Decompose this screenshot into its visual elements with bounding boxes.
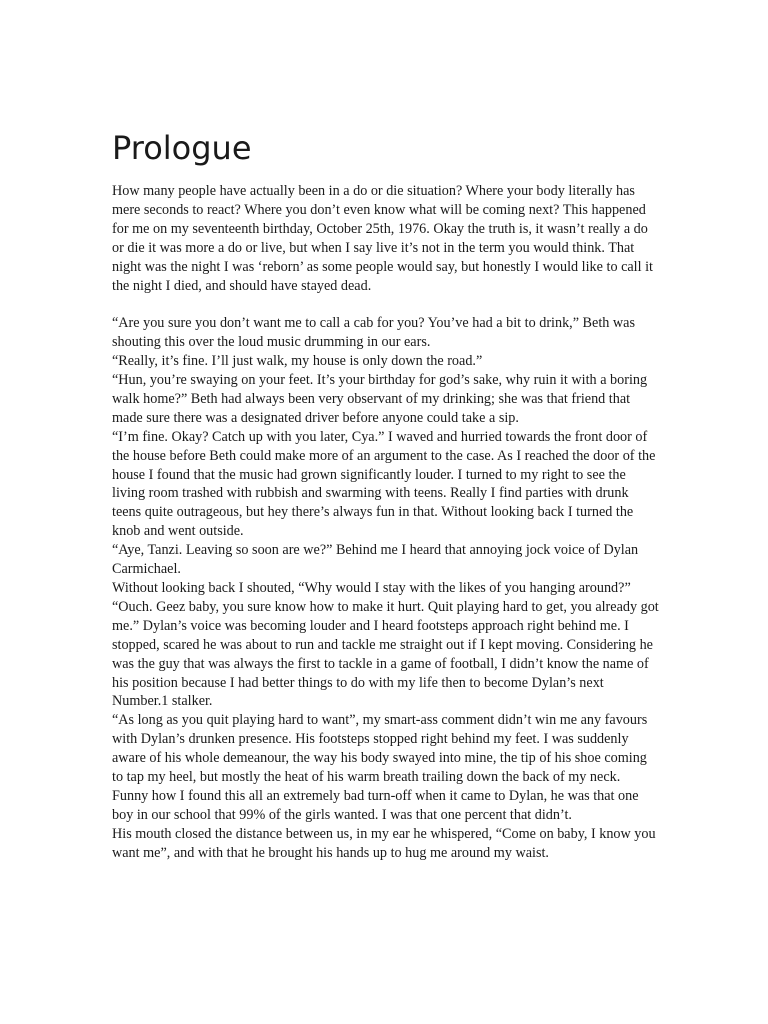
paragraph-walk-home: “Really, it’s fine. I’ll just walk, my house is only down the road.” [112,353,483,370]
paragraph-smart-comment: “As long as you quit playing hard to want”, my smart-ass comment didn’t win me any favours with Dylan’s drunken presence. His footsteps stopped right behind my feet. I was suddenly aware of his whole demeanour, the way his body swayed into mine, the tip of his shoe coming to tap my heel, but mostly the heat of his warm breath trailing down the back of my neck. Funny how I found this all an extremely bad turn-off when it came to Dylan, he was that one boy in our school that 99% of the girls wanted. I was that one percent that didn’t. [112,712,648,823]
paragraph-beth-cab: “Are you sure you don’t want me to call a cab for you? You’ve had a bit to drink,” Beth was shouting this over the loud music drumming in our ears. [112,315,635,351]
paragraph-leaving: “I’m fine. Okay? Catch up with you later, Cya.” I waved and hurried towards the front door of the house before Beth could make more of an argument to the case. As I reached the door of the house I found that the music had grown significantly louder. I turned to my right to see the living room trashed with rubbish and swarming with teens. Really I find parties with drunk teens quite outrageous, but hey there’s always fun in that. Without looking back I turned the knob and went outside. [112,428,656,540]
paragraph-swaying: “Hun, you’re swaying on your feet. It’s your birthday for god’s sake, why ruin it with a boring walk home?” Beth had always been very observant of my drinking; she was that friend that made sure there was a designated driver before anyone could take a sip. [112,372,648,426]
chapter-title: Prologue [112,129,252,167]
paragraph-ouch: “Ouch. Geez baby, you sure know how to make it hurt. Quit playing hard to get, you already got me.” Dylan’s voice was becoming louder and I heard footsteps approach right behind me. I stopped, scared he was about to run and tackle me straight out if I kept moving. Considering he was the guy that was always the first to tackle in a game of football, I didn’t know the name of his position because I had better things to do with my life then to become Dylan’s next Number.1 stalker. [112,598,659,710]
chapter-body [112,182,660,863]
paragraph-whisper: His mouth closed the distance between us, in my ear he whispered, “Come on baby, I know you want me”, and with that he brought his hands up to hug me around my waist. [112,825,656,861]
paragraph-shout-back: Without looking back I shouted, “Why would I stay with the likes of you hanging around?” [112,580,631,597]
paragraph-dylan-voice: “Aye, Tanzi. Leaving so soon are we?” Behind me I heard that annoying jock voice of Dylan Carmichael. [112,542,639,578]
paragraph-intro: How many people have actually been in a do or die situation? Where your body literally has mere seconds to react? Where you don’t even know what will be coming next? This happened for me on my seventeenth birthday, October 25th, 1976. Okay the truth is, it wasn’t really a do or die it was more a do or live, but when I say live it’s not in the term you would think. That night was the night I was ‘reborn’ as some people would say, but honestly I would like to call it the night I died, and should have stayed dead. [112,183,653,294]
